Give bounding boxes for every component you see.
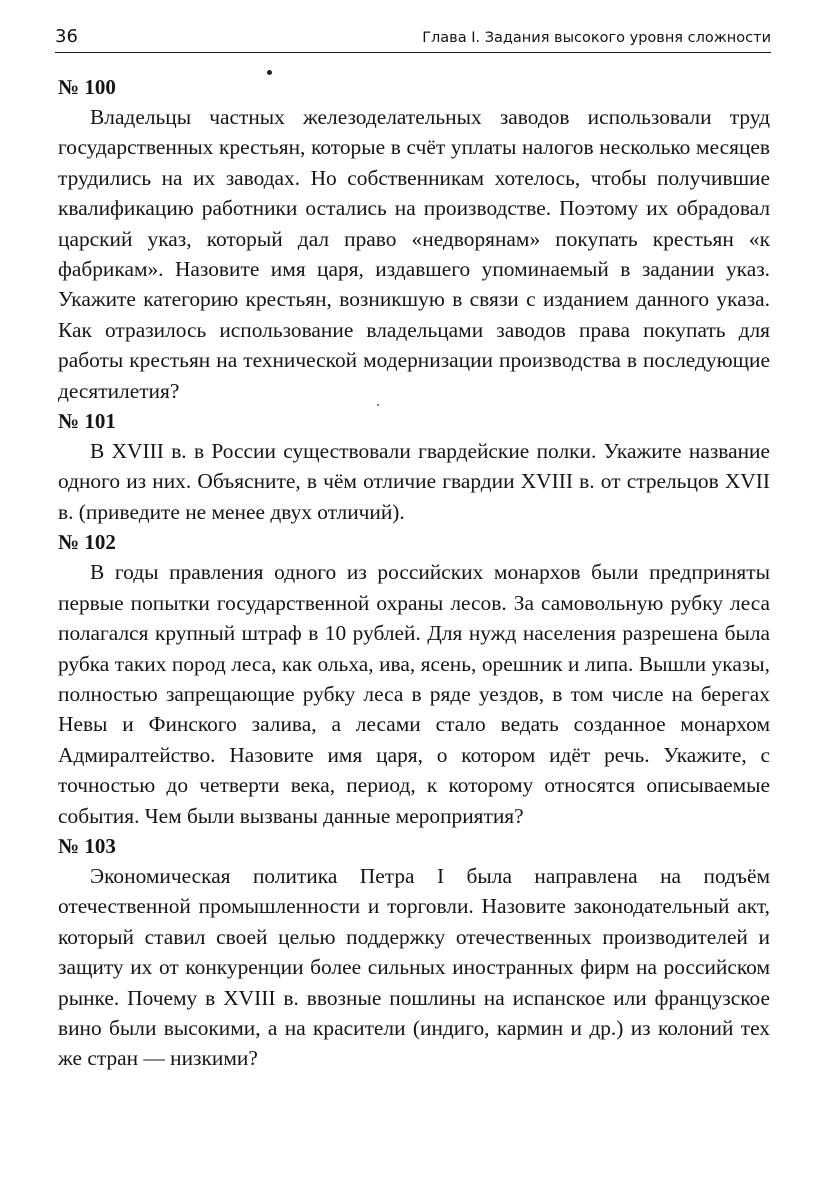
chapter-title: Глава I. Задания высокого уровня сложности — [422, 30, 771, 46]
task-103 — [58, 831, 770, 1074]
task-number: № 101 — [58, 409, 116, 434]
task-102 — [58, 527, 770, 831]
task-100 — [58, 72, 770, 406]
task-number: № 103 — [58, 833, 116, 858]
task-text: В годы правления одного из российских монархов были предприняты первые попытки государственной охраны лесов. За самовольную рубку леса полагался крупный штраф в 10 рублей. Для нужд населения разрешена была рубка таких пород леса, как ольха, ива, ясень, орешник и липа. Вышли указы, полностью запрещающие рубку леса в ряде уездов, в том числе на берегах Невы и Финского залива, а лесами стало ведать созданное монархом Адмиралтейство. Назовите имя царя, о котором идёт речь. Укажите, с точностью до четверти века, период, к которому относятся описываемые события. Чем были вызваны данные мероприятия? — [58, 560, 770, 828]
task-101 — [58, 406, 770, 527]
task-text: Экономическая политика Петра I была направлена на подъём отечественной промышленности и торговли. Назовите законодательный акт, который ставил своей целью поддержку отечественных производителей и защиту их от конкуренции более сильных иностранных фирм на российском рынке. Почему в XVIII в. ввозные пошлины на испанское или французское вино были высокими, а на красители (индиго, кармин и др.) из колоний тех же стран — низкими? — [58, 863, 770, 1071]
task-text: Владельцы частных железоделательных заводов использовали труд государственных крестьян, которые в счёт уплаты налогов несколько месяцев трудились на их заводах. Но собственникам хотелось, чтобы получившие квалификацию работники остались на производстве. Поэтому их обрадовал царский указ, который дал право «недворянам» покупать крестьян «к фабрикам». Назовите имя царя, издавшего упоминаемый в задании указ. Укажите категорию крестьян, возникшую в связи с изданием данного указа. Как отразилось использование владельцами заводов права покупать для работы крестьян на технической модернизации производства в последующие десятилетия? — [58, 105, 770, 403]
page-header — [55, 26, 771, 53]
task-number: № 102 — [58, 530, 116, 555]
task-text: В XVIII в. в России существовали гвардейские полки. Укажите название одного из них. Объясните, в чём отличие гвардии XVIII в. от стрельцов XVII в. (приведите не менее двух отличий). — [58, 439, 770, 524]
page-number: 36 — [55, 26, 78, 47]
task-number: № 100 — [58, 75, 116, 99]
page-content — [58, 72, 770, 1074]
